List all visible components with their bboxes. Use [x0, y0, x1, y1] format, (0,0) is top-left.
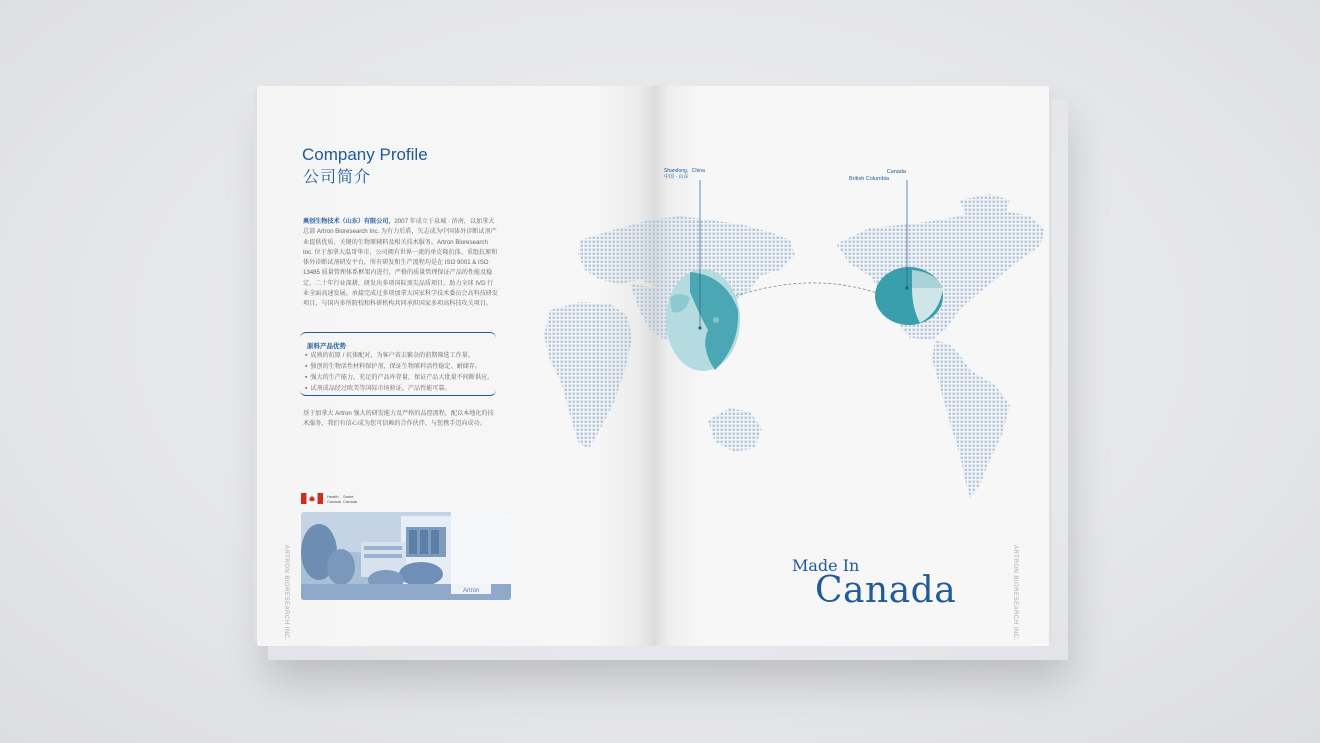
sante-canada-line: Santé	[343, 494, 354, 499]
sante-canada-line: Canada	[343, 499, 358, 504]
continents	[544, 194, 1045, 498]
spine-text-left: ARTRON BIORESEARCH INC.	[283, 545, 289, 641]
made-in-text: Made In	[792, 556, 860, 575]
sante-canada-text	[343, 494, 357, 504]
canada-province-label: British Columbia	[849, 176, 890, 182]
health-canada-line: Health	[327, 494, 339, 499]
list-item: ● 独创的生物活性材料保护剂，保证生物原料活性稳定、耐储存。	[305, 361, 493, 372]
canada-location-label: Canada	[886, 169, 906, 175]
advantages-list	[305, 350, 493, 394]
list-item: ● 强大的生产能力，充足的产品库存量，保证产品大批量不间断供应。	[305, 372, 493, 383]
china-location-label	[664, 168, 705, 180]
building-sign: Artron	[463, 588, 480, 594]
intro-paragraph	[303, 217, 498, 310]
heading-cn: 公司简介	[303, 169, 372, 186]
list-item: ● 试剂成品经过欧美等国际市场验证，产品性能可靠。	[305, 383, 493, 394]
intro-text: 2007 年成立于泉城 · 济南，以加拿大总部 Artron Bioresearch Inc. 为有力后盾，矢志成为中国体外诊断试剂产业提供优质、关键的生物原辅料及相关技术服务。Artron Bioresearch Inc. 位于加拿大温哥华市，公司拥有世界一流的单克隆抗体、重组抗原和体外诊断试剂研发平台，所有研发和生产流程均是在 ISO 9001 & ISO 13485 质量管理体系框架内进行，严格的质量管理保证产品的性能及稳定。二十年行业深耕，研发出多项国际顶尖品质项目，助力全球 IVD 行业全面高速发展。承接完成过多项加拿大国家科学技术委员会高科技研发项目，与国内多所院校和科研机构共同承担国家多项高科技攻关项目。	[303, 218, 498, 308]
world-dot-map	[540, 180, 1050, 500]
advantages-title: 原料产品优势	[307, 343, 346, 350]
closing-paragraph: 基于加拿大 Artron 强大的研发能力及严格的品控流程，配以本地化的技术服务，我们有信心成为您可信赖的合作伙伴，与您携手迈向成功。	[303, 410, 494, 428]
health-canada-line: Canada	[327, 499, 342, 504]
health-canada-text	[327, 494, 341, 504]
building-photo	[301, 512, 511, 600]
heading-en: Company Profile	[302, 145, 428, 164]
canada-flag-icon	[301, 493, 323, 504]
intro-company-name: 奥创生物技术（山东）有限公司，	[303, 218, 395, 225]
china-label-cn: 中国 · 山东	[664, 174, 689, 180]
spine-text-right: ARTRON BIORESEARCH INC.	[1012, 545, 1018, 641]
list-item: ● 成熟的抗原 / 抗体配对，为客户省去繁杂的前期筛选工作量。	[305, 350, 493, 361]
china-label-en: Shandong，China	[664, 168, 705, 174]
canada-title: Canada	[815, 570, 957, 611]
